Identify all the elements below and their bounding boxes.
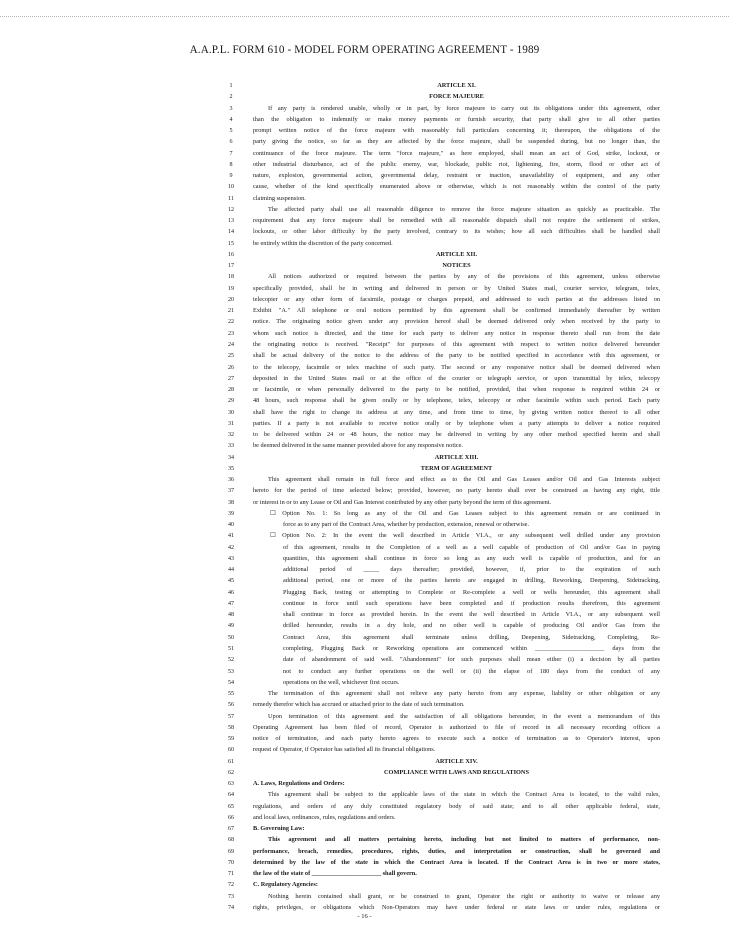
line-text: C. Regulatory Agencies: [253, 881, 318, 889]
document-line [0, 306, 729, 316]
line-text: The termination of this agreement shall not relieve any party hereto from any expense, liability or other obligation or any [268, 690, 660, 698]
line-text: continuance of the force majeure. The term "force majeure," as here employed, shall mean an act of God, strike, lockout, or [253, 149, 660, 157]
document-line [0, 835, 729, 845]
line-text: the originating notice is received. "Receipt" for purposes of this agreement with respect to written notice delivered hereunder [253, 340, 660, 348]
line-number: 59 [227, 736, 235, 743]
line-number: 54 [227, 679, 235, 686]
document-line [0, 700, 729, 710]
document-line [0, 824, 729, 834]
line-text: or interest in or to any Lease or Oil and Gas Interest contributed by any other party beyond the term of this agreement. [253, 498, 552, 506]
line-text: performance, breach, remedies, procedures, rights, duties, and interpretation or construction, shall be governed and [253, 847, 660, 855]
document-line [0, 588, 729, 598]
line-number: 10 [227, 184, 235, 191]
line-number: 37 [227, 488, 235, 495]
document-line [0, 723, 729, 733]
line-number: 18 [227, 274, 235, 281]
document-line [0, 599, 729, 609]
line-number: 35 [227, 465, 235, 472]
line-text: TERM OF AGREEMENT [420, 464, 493, 472]
line-number: 12 [227, 206, 235, 213]
line-text: shall be actual delivery of the notice to the address of the party to be notified specified in accordance with this agreement, or [253, 352, 660, 360]
line-number: 38 [227, 499, 235, 506]
line-text: operations on the well, whichever first occurs. [283, 678, 400, 686]
line-number: 40 [227, 522, 235, 529]
document-line [0, 689, 729, 699]
line-text: party giving the notice, so far as they are affected by the force majeure, shall be suspended during, but no longer than, the [253, 138, 660, 146]
line-text: other industrial disturbance, act of the public enemy, war, blockade, public riot, lightening, fire, storm, flood or other act of [253, 160, 660, 168]
line-text: cause, whether of the kind specifically enumerated above or otherwise, which is not reasonably within the control of the party [253, 183, 660, 191]
line-number: 67 [227, 826, 235, 833]
document-line [0, 374, 729, 384]
document-line [0, 486, 729, 496]
line-number: 22 [227, 319, 235, 326]
line-text: be entirely within the discretion of the party concerned. [253, 239, 393, 247]
document-line [0, 351, 729, 361]
line-number: 58 [227, 724, 235, 731]
document-line [0, 475, 729, 485]
document-line [0, 385, 729, 395]
line-number: 9 [229, 173, 233, 180]
document-line [0, 644, 729, 654]
document-line [0, 509, 729, 519]
line-text: Nothing herein contained shall grant, or be construed to grant, Operator the right or authority to waive or release any [268, 892, 660, 900]
line-text: continue in force until such operations have been completed and if production results therefrom, this agreement [283, 599, 660, 607]
line-number: 26 [227, 364, 235, 371]
line-text: If any party is rendered unable, wholly or in part, by force majeure to carry out its obligations under this agreement, other [268, 104, 660, 112]
document-line [0, 498, 729, 508]
document-line [0, 104, 729, 114]
line-number: 48 [227, 612, 235, 619]
document-line [0, 712, 729, 722]
line-text: Plugging Back, testing or attempting to Complete or Re-complete a well or wells hereunder, this agreement shall [283, 588, 660, 596]
line-text: A. Laws, Regulations and Orders: [253, 780, 345, 788]
line-number: 60 [227, 747, 235, 754]
document-line [0, 396, 729, 406]
line-text: ARTICLE XI. [437, 82, 476, 89]
document-line [0, 757, 729, 767]
document-line [0, 565, 729, 575]
line-number: 72 [227, 882, 235, 889]
line-text: This agreement shall remain in full force and effect as to the Oil and Gas Leases and/or Oil and Gas Interests subject [268, 476, 660, 484]
line-number: 62 [227, 769, 235, 776]
document-line [0, 81, 729, 91]
document-line [0, 272, 729, 282]
line-text: rights, privileges, or obligations which Non-Operators may have under federal or state laws or under rules, regulations or [253, 903, 660, 911]
line-text: telecopier or any other form of facsimile, postage or charges prepaid, and addressed to such parties at the addresses listed on [253, 295, 660, 303]
line-text: shall have the right to change its address at any time, and from time to time, by giving written notice thereof to all other [253, 408, 660, 416]
document-line [0, 227, 729, 237]
line-text: nature, explosion, governmental action, governmental delay, restraint or inaction, unavailability of equipment, and any other [253, 172, 660, 180]
document-line [0, 903, 729, 913]
document-line [0, 621, 729, 631]
line-text: whom such notice is directed, and the time for such party to deliver any notice in response thereto shall run from the date [253, 329, 660, 337]
line-text: not to conduct any further operations on the well or (ii) the elapse of 180 days from the conduct of any [283, 667, 660, 675]
line-text: drilled hereunder, results in a dry hole, and no other well is capable of producing Oil and/or Gas from the [283, 622, 660, 630]
document-line [0, 441, 729, 451]
line-text: determined by the law of the state in which the Contract Area is located. If the Contract Area is in two or more states, [253, 858, 660, 866]
line-number: 27 [227, 375, 235, 382]
line-number: 32 [227, 432, 235, 439]
line-number: 61 [227, 758, 235, 765]
line-number: 34 [227, 454, 235, 461]
document-line [0, 92, 729, 102]
document-line [0, 160, 729, 170]
line-text: Contract Area, this agreement shall terminate unless drilling, Deepening, Sidetracking, Completing, Re- [283, 633, 660, 641]
line-number: 70 [227, 859, 235, 866]
line-text: parties. If a party is not available to receive notice orally or by telephone when a party attempts to deliver a notice required [253, 419, 660, 427]
document-line [0, 261, 729, 271]
line-number: 65 [227, 803, 235, 810]
line-text: requirement that any force majeure shall be remedied with all reasonable dispatch shall not require the settlement of strikes, [253, 217, 660, 225]
line-text: than the obligation to indemnify or make money payments or furnish security, that party shall give to all other parties [253, 115, 660, 123]
document-line [0, 678, 729, 688]
line-text: 48 hours, such response shall be given orally or by telephone, telex, telecopy or other facsimile within such period. Each party [253, 397, 660, 405]
line-number: 68 [227, 837, 235, 844]
document-line [0, 745, 729, 755]
line-number: 69 [227, 848, 235, 855]
document-line [0, 408, 729, 418]
document-line [0, 363, 729, 373]
line-number: 19 [227, 285, 235, 292]
document-line [0, 667, 729, 677]
document-line [0, 734, 729, 744]
line-number: 4 [229, 116, 233, 123]
document-line [0, 610, 729, 620]
line-number: 6 [229, 139, 233, 146]
line-text: the law of the state of ______________________ shall govern. [253, 870, 417, 878]
document-line [0, 869, 729, 879]
line-text: date of abandonment of said well. "Abandonment" for such purposes shall mean either (i) a decision by all parties [283, 656, 660, 664]
line-number: 42 [227, 544, 235, 551]
line-text: Exhibit "A." All telephone or oral notices permitted by this agreement shall be confirmed immediately thereafter by written [253, 307, 660, 315]
line-number: 46 [227, 589, 235, 596]
line-number: 55 [227, 691, 235, 698]
line-number: 3 [229, 105, 233, 112]
line-number: 66 [227, 814, 235, 821]
line-text: The affected party shall use all reasonable diligence to remove the force majeure situation as quickly as practicable. The [268, 205, 660, 213]
document-line [0, 543, 729, 553]
line-number: 8 [229, 161, 233, 168]
line-number: 64 [227, 792, 235, 799]
line-text: Upon termination of this agreement and the satisfaction of all obligations hereunder, in the event a memorandum of this [268, 712, 660, 720]
document-line [0, 633, 729, 643]
line-text: completing, Plugging Back or Reworking operations are commenced within ______________________ days from the [283, 645, 660, 652]
line-text: prompt written notice of the force majeure with reasonably full particulars concerning it; thereupon, the obligations of the [253, 127, 660, 135]
document-line [0, 768, 729, 778]
line-text: All notices authorized or required between the parties by any of the provisions of this agreement, unless otherwise [268, 273, 660, 281]
document-line [0, 892, 729, 902]
document-line [0, 520, 729, 530]
line-number: 2 [229, 94, 233, 101]
document-line [0, 779, 729, 789]
page-number: - 16 - [357, 913, 372, 920]
document-line [0, 531, 729, 541]
document-line [0, 149, 729, 159]
document-line [0, 464, 729, 474]
line-number: 71 [227, 871, 235, 878]
line-text: and local laws, ordinances, rules, regulations and orders. [253, 813, 396, 821]
line-text: shall continue in force as provided herein. In the event the well described in Article VI.A., or any subsequent well [283, 611, 660, 619]
line-number: 11 [228, 195, 234, 202]
document-line [0, 329, 729, 339]
document-line [0, 858, 729, 868]
document-line [0, 554, 729, 564]
document-line [0, 880, 729, 890]
line-number: 17 [227, 263, 235, 270]
document-line [0, 655, 729, 665]
document-line [0, 295, 729, 305]
line-number: 29 [227, 398, 235, 405]
line-text: COMPLIANCE WITH LAWS AND REGULATIONS [384, 768, 529, 776]
line-text: ARTICLE XIII. [434, 453, 479, 461]
line-text: claiming suspension. [253, 194, 306, 202]
line-text: ARTICLE XIV. [435, 757, 478, 765]
document-line [0, 205, 729, 215]
document-line [0, 317, 729, 327]
line-number: 21 [227, 308, 235, 315]
line-number: 63 [227, 781, 235, 788]
document-line [0, 802, 729, 812]
line-number: 1 [229, 83, 233, 89]
line-number: 33 [227, 443, 235, 450]
document-line [0, 847, 729, 857]
line-text: ☐ Option No. 1: So long as any of the Oil and Gas Leases subject to this agreement remain or are continued in [270, 509, 660, 517]
document-line [0, 284, 729, 294]
line-number: 31 [227, 420, 235, 427]
line-number: 15 [227, 240, 235, 247]
line-number: 23 [227, 330, 235, 337]
line-text: request of Operator, if Operator has satisfied all its financial obligations. [253, 746, 436, 754]
line-text: regulations, and orders of any duly constituted regulatory body of said state; and to all other applicable federal, state, [253, 802, 660, 810]
line-number: 28 [227, 387, 235, 394]
line-number: 45 [227, 578, 235, 585]
line-number: 7 [229, 150, 233, 157]
line-number: 57 [227, 713, 235, 720]
line-text: quantities, this agreement shall continue in force so long as any such well is capable of production, and for an [283, 554, 660, 562]
line-number: 74 [227, 904, 235, 911]
line-number: 53 [227, 668, 235, 675]
line-text: specifically provided, shall be in writing and delivered in person or by United States mail, courier service, telegram, telex, [253, 284, 660, 292]
line-number: 44 [227, 567, 235, 574]
line-text: NOTICES [442, 262, 471, 270]
line-number: 50 [227, 634, 235, 641]
line-text: of this agreement, results in the Completion of a well as a well capable of production of Oil and/or Gas in paying [283, 543, 660, 551]
line-number: 16 [227, 251, 235, 258]
line-number: 25 [227, 353, 235, 360]
line-number: 49 [227, 623, 235, 630]
document-line [0, 419, 729, 429]
line-text: notice of termination, and each party hereto agrees to execute such a notice of termination as to Operator's interest, upon [253, 735, 660, 743]
document-line [0, 126, 729, 136]
line-text: to be delivered within 24 or 48 hours, the notice may be delivered in writing by any other method specified herein and shall [253, 431, 660, 439]
document-line [0, 250, 729, 260]
line-text: deposited in the United States mail or at the office of the courier or telegraph service, or upon transmittal by telex, telecopy [253, 374, 660, 382]
document-line [0, 115, 729, 125]
line-text: be deemed delivered in the same manner provided above for any responsive notice. [253, 442, 463, 450]
document-line [0, 340, 729, 350]
line-number: 73 [227, 893, 235, 900]
line-text: additional period, one or more of the parties hereto are engaged in drilling, Reworking, Deepening, Sidetracking, [283, 577, 660, 585]
line-text: force as to any part of the Contract Area, whether by production, extension, renewal or otherwise. [283, 521, 530, 529]
line-text: notice. The originating notice given under any provision hereof shall be deemed delivered only when received by the party to [253, 318, 660, 326]
line-number: 51 [227, 646, 235, 652]
line-text: additional period of _____ days thereafter; provided, however, if, prior to the expiration of such [283, 566, 660, 574]
document-line [0, 216, 729, 226]
document-line [0, 182, 729, 192]
document-line [0, 171, 729, 181]
line-text: This agreement and all matters pertaining hereto, including but not limited to matters of performance, non- [268, 836, 660, 844]
line-text: FORCE MAJEURE [429, 93, 484, 101]
document-line [0, 239, 729, 249]
line-number: 36 [227, 477, 235, 484]
document-line [0, 576, 729, 586]
line-text: hereto for the period of time selected below; provided, however, no party hereto shall ever be construed as having any right, title [253, 487, 660, 495]
document-line [0, 813, 729, 823]
line-text: to the telecopy, facsimile or telex machine of such party. The second or any responsive notice shall be deemed delivered when [253, 363, 660, 371]
line-text: B. Governing Law: [253, 825, 305, 833]
line-text: Operating Agreement has been filed of record, Operator is authorized to file of record in all necessary recording offices a [253, 723, 660, 731]
line-number: 43 [227, 555, 235, 562]
line-text: lockouts, or other labor difficulty by the party involved, contrary to its wishes; how all such difficulties shall be handled shall [253, 228, 660, 236]
line-text: remedy therefor which has accrued or attached prior to the date of such termination. [253, 701, 465, 709]
page-title: A.A.P.L. FORM 610 - MODEL FORM OPERATING AGREEMENT - 1989 [189, 44, 540, 56]
line-text: or facsimile, or when personally delivered to the party to be notified, provided, that when response is required within 24 or [253, 386, 660, 394]
document-line [0, 137, 729, 147]
line-number: 41 [227, 533, 235, 540]
document-line [0, 194, 729, 204]
line-number: 5 [229, 128, 233, 135]
line-text: This agreement shall be subject to the applicable laws of the state in which the Contract Area is located, to the valid rules, [268, 791, 660, 799]
line-number: 39 [227, 510, 235, 517]
line-text: ARTICLE XII. [435, 250, 478, 258]
document-line [0, 453, 729, 463]
line-number: 47 [227, 600, 235, 607]
document-line [0, 790, 729, 800]
line-number: 14 [227, 229, 235, 236]
line-number: 30 [227, 409, 235, 416]
line-text: ☐ Option No. 2: In the event the well described in Article VI.A., or any subsequent well drilled under any provision [270, 532, 660, 540]
line-number: 20 [227, 296, 235, 303]
line-number: 24 [227, 341, 235, 348]
line-number: 13 [227, 218, 235, 225]
line-number: 52 [227, 657, 235, 664]
document-line [0, 430, 729, 440]
line-number: 56 [227, 702, 235, 709]
